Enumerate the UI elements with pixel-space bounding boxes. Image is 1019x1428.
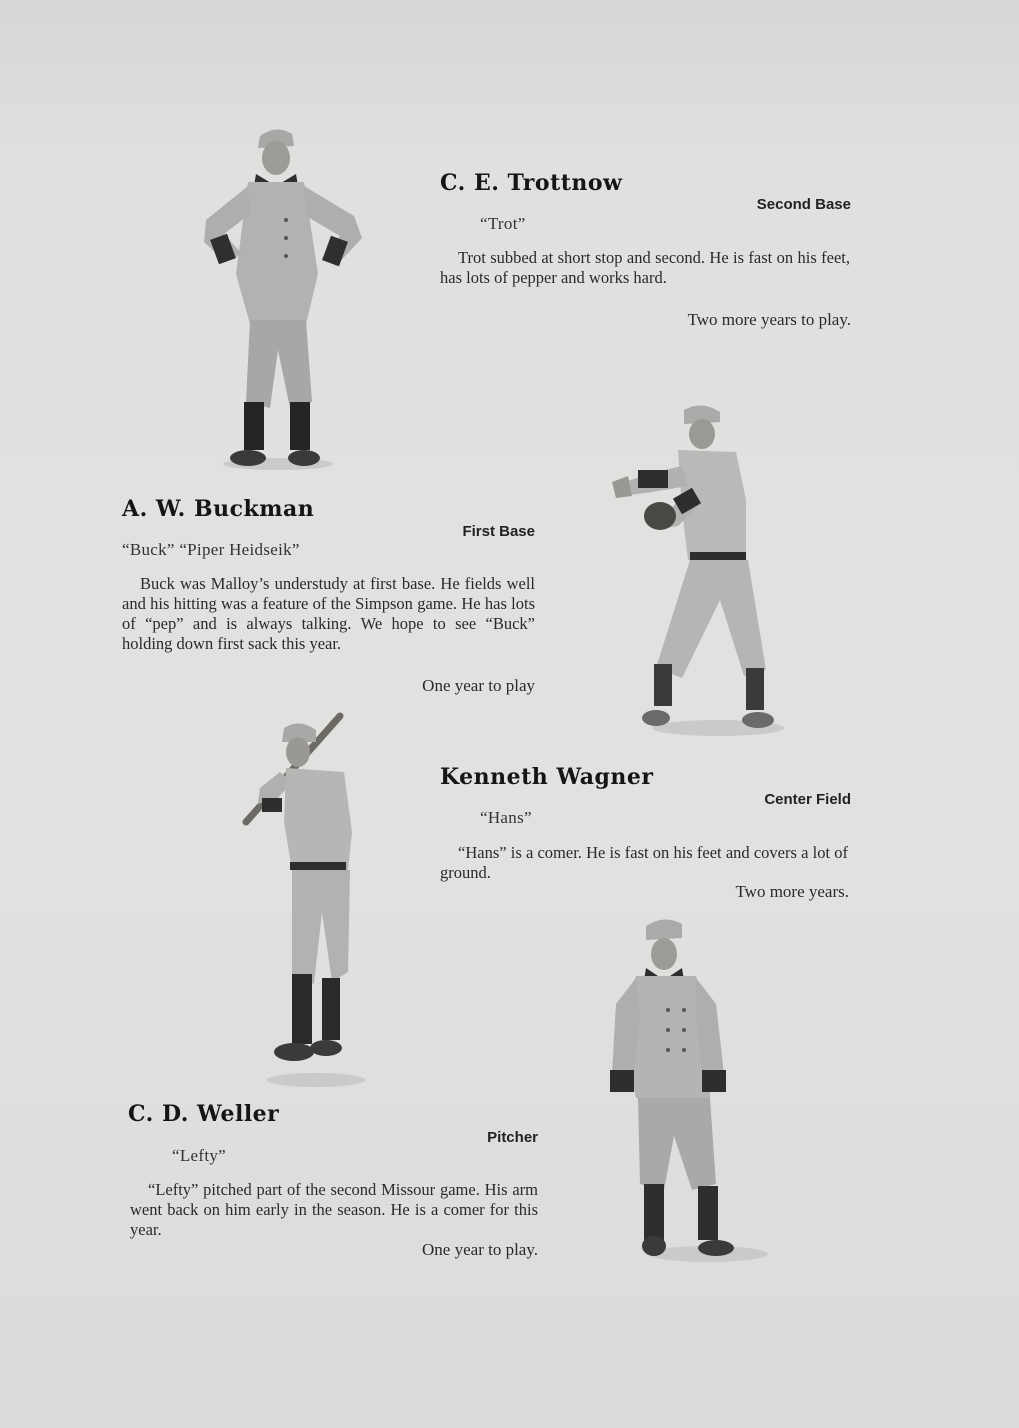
player-description: “Lefty” pitched part of the second Missour game. His arm went back on him early in the season. He is a comer for this year. [130,1180,538,1239]
player-description: “Hans” is a comer. He is fast on his feet and covers a lot of ground. [440,843,848,882]
player-description: Trot subbed at short stop and second. He is fast on his feet, has lots of pepper and works hard. [440,248,850,287]
player-nickname: “Hans” [480,808,532,827]
player-name: C. E. Trottnow [440,170,623,196]
player-name: Kenneth Wagner [440,764,654,790]
photo-weller [606,914,776,1270]
player-position: Center Field [764,791,851,808]
player-name: A. W. Buckman [122,496,315,522]
player-description: Buck was Malloy’s understudy at first base. He fields well and his hitting was a feature of the Simpson game. He has lots of “pep” and is always talking. We hope to see “Buck” holding down first sack this year. [122,574,535,653]
player-years: Two more years. [735,882,849,901]
player-years: One year to play. [422,1240,538,1259]
player-name: C. D. Weller [128,1101,280,1127]
player-nickname: “Lefty” [172,1146,227,1165]
player-nickname: “Buck” “Piper Heidseik” [122,540,300,559]
photo-wagner [236,712,371,1094]
player-position: First Base [462,523,535,540]
player-nickname: “Trot” [480,214,526,233]
player-years: One year to play [422,676,535,695]
player-position: Pitcher [487,1129,538,1146]
player-years: Two more years to play. [687,310,851,329]
photo-buckman [608,400,788,745]
photo-trottnow [186,124,376,479]
player-position: Second Base [756,196,851,213]
